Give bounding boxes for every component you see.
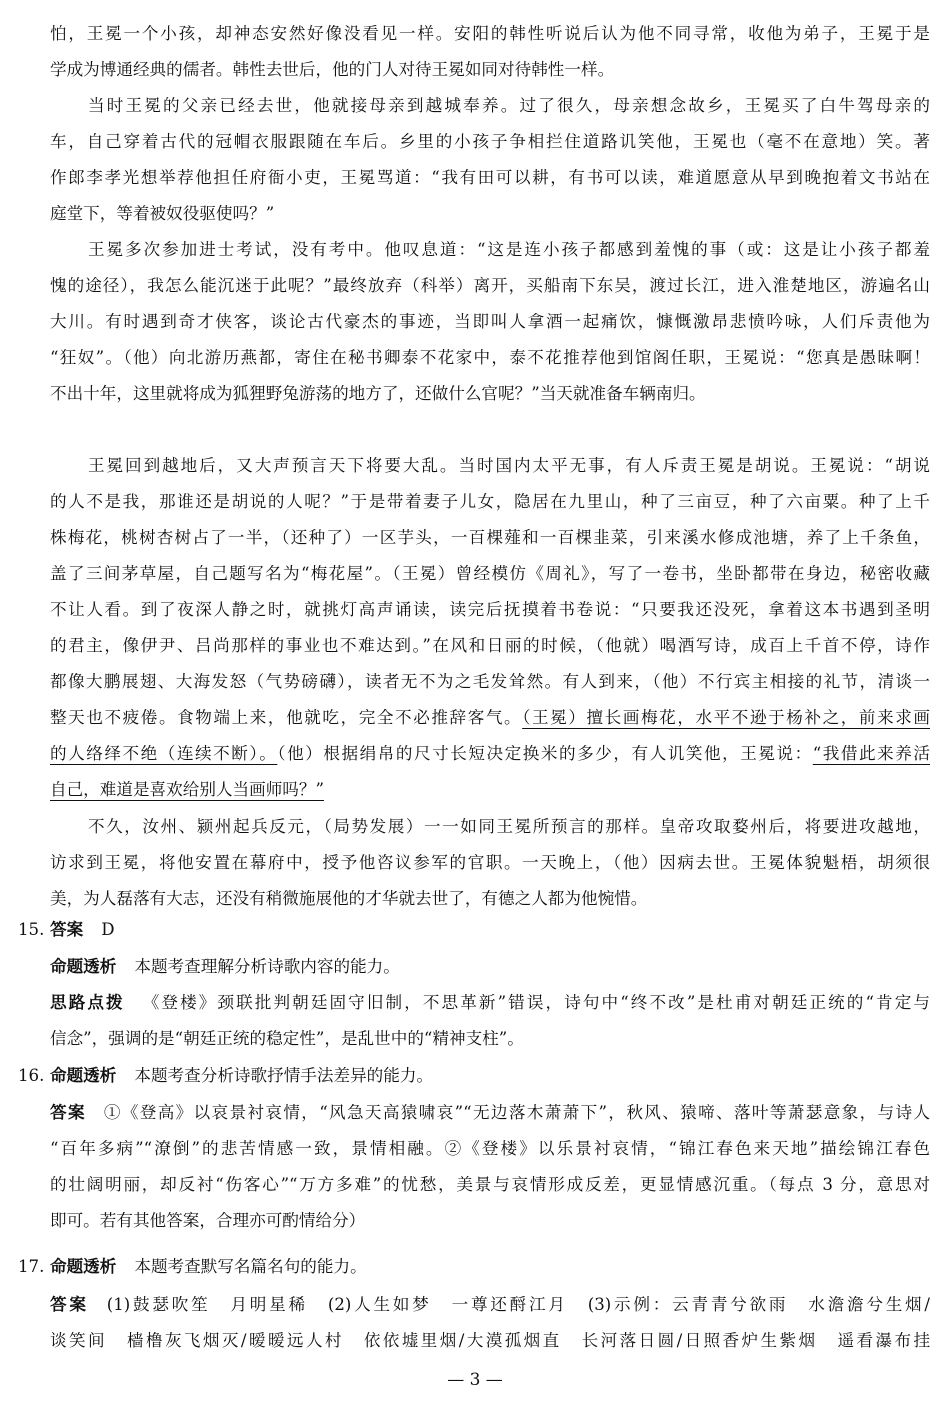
question-16-answer bbox=[50, 1095, 930, 1131]
question-number: 16. bbox=[18, 1066, 45, 1085]
text-line: 的人不是我，那谁还是胡说的人呢？”于是带着妻子儿女，隐居在九里山，种了三亩豆，种了六亩粟。种了上千 bbox=[50, 492, 930, 511]
question-17-answer bbox=[50, 1287, 930, 1323]
text-line: 都像大鹏展翅、大海发怒（气势磅礴），读者无不为之毛发耸然。有人到来，（他）不行宾主相接的礼节，清谈一 bbox=[50, 672, 930, 691]
answer-label: 答案 bbox=[50, 1295, 89, 1314]
hint-text: 《登楼》颈联批判朝廷固守旧制，不思革新”错误，诗句中“终不改”是杜甫对朝廷正统的“肯定与 bbox=[142, 993, 930, 1012]
underlined-text: 的人络绎不绝（连续不断）。 bbox=[50, 744, 278, 763]
underlined-text: （王冕）擅长画梅花，水平不逊于杨补之，前来求画 bbox=[522, 708, 930, 727]
answer-part: (3)示例：云青青兮欲雨 bbox=[587, 1295, 789, 1314]
question-number: 17. bbox=[18, 1257, 45, 1276]
answer-part: (1)鼓瑟吹笙 bbox=[106, 1295, 211, 1314]
question-15-analysis bbox=[50, 949, 930, 985]
text-span: 整天也不疲倦。食物端上来，他就吃，完全不必推辞客气。 bbox=[50, 708, 523, 727]
text-line: 王冕多次参加进士考试，没有考中。他叹息道：“这是连小孩子都感到羞愧的事（或：这是让小孩子都羞 bbox=[88, 240, 930, 259]
answer-part: 樯橹灰飞烟灭/暧暧远人村 bbox=[126, 1331, 344, 1350]
question-15-hint bbox=[50, 985, 930, 1021]
hint-label: 思路点拨 bbox=[50, 993, 125, 1012]
text-line-with-underline bbox=[50, 700, 930, 736]
underlined-text: “我借此来养活 bbox=[812, 744, 930, 763]
text-line: 不让人看。到了夜深人静之时，就挑灯高声诵读，读完后抚摸着书卷说：“只要我还没死，拿着这本书遇到圣明 bbox=[50, 600, 930, 619]
text-line-with-underline bbox=[50, 736, 930, 772]
underlined-text: 自己，难道是喜欢给别人当画师吗？” bbox=[50, 780, 324, 799]
text-line: 株梅花，桃树杏树占了一半，（还种了）一区芋头，一百棵薤和一百棵韭菜，引来溪水修成池塘，养了上千条鱼， bbox=[50, 528, 930, 547]
question-number: 15. bbox=[18, 920, 45, 939]
analysis-label: 命题透析 bbox=[50, 957, 117, 976]
text-line: 王冕回到越地后，又大声预言天下将要大乱。当时国内太平无事，有人斥责王冕是胡说。王冕说：“胡说 bbox=[88, 456, 930, 475]
answer-label: 答案 bbox=[50, 920, 84, 939]
text-line: 即可。若有其他答案，合理亦可酌情给分） bbox=[50, 1211, 366, 1230]
text-line: 学成为博通经典的儒者。韩性去世后，他的门人对待王冕如同对待韩性一样。 bbox=[50, 60, 615, 79]
text-line: 访求到王冕，将他安置在幕府中，授予他咨议参军的官职。一天晚上，（他）因病去世。王冕体貌魁梧，胡须很 bbox=[50, 853, 930, 872]
text-line: 当时王冕的父亲已经去世，他就接母亲到越城奉养。过了很久，母亲想念故乡，王冕买了白牛驾母亲的 bbox=[88, 96, 930, 115]
answer-part: (2)人生如梦 bbox=[327, 1295, 432, 1314]
analysis-label: 命题透析 bbox=[50, 1257, 117, 1276]
text-line: 盖了三间茅草屋，自己题写名为“梅花屋”。（王冕）曾经模仿《周礼》，写了一卷书，坐卧都带在身边，秘密收藏 bbox=[50, 564, 930, 583]
question-17-analysis bbox=[18, 1249, 930, 1285]
analysis-text: 本题考查理解分析诗歌内容的能力。 bbox=[134, 957, 400, 976]
text-line: 车，自己穿着古代的冠帽衣服跟随在车后。乡里的小孩子争相拦住道路讥笑他，王冕也（毫不在意地）笑。著 bbox=[50, 132, 930, 151]
answer-part: 月明星稀 bbox=[230, 1295, 308, 1314]
text-line: 不出十年，这里就将成为狐狸野兔游荡的地方了，还做什么官呢？”当天就准备车辆南归。 bbox=[50, 384, 706, 403]
text-line: 不久，汝州、颍州起兵反元，（局势发展）一一如同王冕所预言的那样。皇帝攻取婺州后，将要进攻越地， bbox=[88, 817, 930, 836]
text-span: （他）根据绢帛的尺寸长短决定换米的多少，有人讥笑他，王冕说： bbox=[277, 744, 813, 763]
text-line: 美，为人磊落有大志，还没有稍微施展他的才华就去世了，有德之人都为他惋惜。 bbox=[50, 889, 648, 908]
text-line: 作郎李孝光想举荐他担任府衙小吏，王冕骂道：“我有田可以耕，有书可以读，难道愿意从早到晚抱着文书站在 bbox=[50, 168, 930, 187]
answer-text: ①《登高》以哀景衬哀情，“风急天高猿啸哀”“无边落木萧萧下”，秋风、猿啼、落叶等萧瑟意象，与诗人 bbox=[103, 1103, 930, 1122]
text-line: 的壮阔明丽，却反衬“伤客心”“万方多难”的忧愁，美景与哀情形成反差，更显情感沉重。（每点 3 分，意思对 bbox=[50, 1175, 930, 1194]
text-line: “狂奴”。（他）向北游历燕都，寄住在秘书卿泰不花家中，泰不花推荐他到馆阁任职，王冕说：“您真是愚昧啊！ bbox=[50, 348, 930, 367]
text-line: 的君主，像伊尹、吕尚那样的事业也不难达到。”在风和日丽的时候，（他就）喝酒写诗，成百上千首不停，诗作 bbox=[50, 636, 930, 655]
answer-part: 谈笑间 bbox=[50, 1331, 107, 1350]
analysis-text: 本题考查分析诗歌抒情手法差异的能力。 bbox=[134, 1066, 434, 1085]
analysis-text: 本题考查默写名篇名句的能力。 bbox=[134, 1257, 367, 1276]
answer-part: 长河落日圆/日照香炉生紫烟 bbox=[581, 1331, 818, 1350]
text-line bbox=[50, 1323, 930, 1359]
text-line: 信念”，强调的是“朝廷正统的稳定性”，是乱世中的“精神支柱”。 bbox=[50, 1029, 524, 1048]
page-number: — 3 — bbox=[447, 1370, 503, 1390]
answer-part: 遥看瀑布挂 bbox=[837, 1331, 930, 1350]
text-line: 愧的途径），我怎么能沉迷于此呢？”最终放弃（科举）离开，买船南下东吴，渡过长江，进入淮楚地区，游遍名山 bbox=[50, 276, 930, 295]
text-line: “百年多病”“潦倒”的悲苦情感一致，景情相融。②《登楼》以乐景衬哀情，“锦江春色来天地”描绘锦江春色 bbox=[50, 1139, 930, 1158]
answer-label: 答案 bbox=[50, 1103, 86, 1122]
answer-value: D bbox=[101, 920, 115, 939]
text-line: 庭堂下，等着被奴役驱使吗？” bbox=[50, 204, 275, 223]
text-line-with-underline bbox=[50, 772, 930, 808]
answer-part: 一尊还酹江月 bbox=[451, 1295, 568, 1314]
question-16-analysis bbox=[18, 1058, 930, 1094]
text-line: 怕，王冕一个小孩，却神态安然好像没看见一样。安阳的韩性听说后认为他不同寻常，收他为弟子，王冕于是 bbox=[50, 24, 930, 43]
answer-part: 水澹澹兮生烟/ bbox=[808, 1295, 930, 1314]
analysis-label: 命题透析 bbox=[50, 1066, 117, 1085]
answer-part: 依依墟里烟/大漠孤烟直 bbox=[363, 1331, 562, 1350]
text-line: 大川。有时遇到奇才侠客，谈论古代豪杰的事迹，当即叫人拿酒一起痛饮，慷慨激昂悲愤吟咏，人们斥责他为 bbox=[50, 312, 930, 331]
question-15-answer bbox=[18, 912, 930, 948]
